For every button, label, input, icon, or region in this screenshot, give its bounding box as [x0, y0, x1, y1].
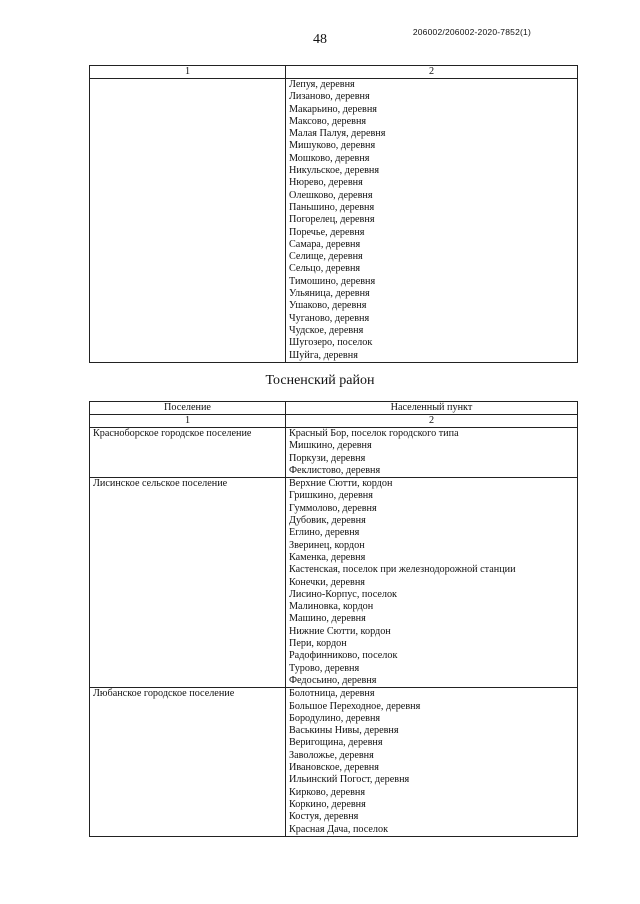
- locality-name: Макарьино, деревня: [289, 103, 377, 115]
- column-number-1: 1: [90, 66, 286, 79]
- locality-name: Лизаново, деревня: [289, 91, 370, 103]
- district-heading: Тосненский район: [265, 373, 375, 388]
- locality-name: Паньшино, деревня: [289, 201, 375, 213]
- table-row: [90, 79, 578, 363]
- locality-name: Машино, деревня: [289, 613, 366, 625]
- locality-name: Лепуя, деревня: [289, 79, 355, 90]
- locality-name: Нижние Сютти, кордон: [289, 625, 391, 637]
- locality-name: Поречье, деревня: [289, 226, 365, 238]
- column-number-1: 1: [90, 415, 286, 428]
- locality-name: Чуганово, деревня: [289, 312, 370, 324]
- locality-name: Самара, деревня: [289, 238, 361, 250]
- locality-name: Красный Бор, поселок городского типа: [289, 428, 459, 439]
- locality-name: Нюрево, деревня: [289, 177, 363, 189]
- locality-name: Тимошино, деревня: [289, 275, 376, 287]
- locality-name: Лисино-Корпус, поселок: [289, 588, 398, 600]
- locality-name: Поркузи, деревня: [289, 452, 366, 464]
- settlement-name: [90, 79, 286, 363]
- locality-name: Шуйга, деревня: [289, 349, 358, 361]
- column-number-2: 2: [286, 415, 578, 428]
- settlements-table-continued: [89, 65, 578, 363]
- locality-name: Феклистово, деревня: [289, 464, 381, 476]
- locality-name: Никульское, деревня: [289, 165, 380, 177]
- locality-name: Каменка, деревня: [289, 551, 366, 563]
- locality-name: Шугозеро, поселок: [289, 337, 373, 349]
- locality-name: Пери, кордон: [289, 638, 347, 650]
- locality-name: Мошково, деревня: [289, 152, 370, 164]
- locality-name: Ульяница, деревня: [289, 288, 370, 300]
- locality-name: Большое Переходное, деревня: [289, 700, 421, 712]
- locality-name: Олешково, деревня: [289, 189, 373, 201]
- locality-list: [286, 428, 578, 478]
- locality-name: Ивановское, деревня: [289, 762, 379, 774]
- locality-name: Конечки, деревня: [289, 576, 365, 588]
- locality-name: Мишкино, деревня: [289, 440, 372, 452]
- settlement-name: Красноборское городское поселение: [90, 428, 286, 478]
- locality-name: Васькины Нивы, деревня: [289, 725, 399, 737]
- locality-name: Ильинский Погост, деревня: [289, 774, 410, 786]
- document-id: 206002/206002-2020-7852(1): [412, 27, 531, 37]
- locality-name: Погорелец, деревня: [289, 214, 375, 226]
- locality-name: Бородулино, деревня: [289, 712, 381, 724]
- locality-name: Гуммолово, деревня: [289, 502, 377, 514]
- locality-name: Чудское, деревня: [289, 324, 364, 336]
- column-header-settlement: Поселение: [90, 402, 286, 415]
- locality-name: Селище, деревня: [289, 251, 363, 263]
- locality-name: Костуя, деревня: [289, 811, 359, 823]
- locality-name: Веригощина, деревня: [289, 737, 383, 749]
- table-row: [90, 688, 578, 837]
- locality-name: Кирково, деревня: [289, 786, 366, 798]
- locality-name: Дубовик, деревня: [289, 515, 366, 527]
- column-header-locality: Населенный пункт: [286, 402, 578, 415]
- page-number: 48: [313, 32, 327, 47]
- locality-name: Ушаково, деревня: [289, 300, 367, 312]
- locality-name: Гришкино, деревня: [289, 490, 373, 502]
- locality-list: [286, 478, 578, 688]
- column-number-2: 2: [286, 66, 578, 79]
- locality-name: Максово, деревня: [289, 115, 367, 127]
- locality-name: Зверинец, кордон: [289, 539, 365, 551]
- locality-name: Кастенская, поселок при железнодорожной станции: [289, 564, 516, 576]
- column-number-row: [90, 66, 578, 79]
- locality-name: Коркино, деревня: [289, 798, 366, 810]
- settlement-name: Лисинское сельское поселение: [90, 478, 286, 688]
- column-header-row: [90, 402, 578, 415]
- locality-name: Федосьино, деревня: [289, 674, 377, 686]
- locality-name: Мишуково, деревня: [289, 140, 376, 152]
- locality-name: Красная Дача, поселок: [289, 823, 389, 835]
- locality-name: Малая Палуя, деревня: [289, 128, 386, 140]
- table-row: [90, 478, 578, 688]
- locality-name: Еглино, деревня: [289, 527, 360, 539]
- table-row: [90, 428, 578, 478]
- locality-name: Болотница, деревня: [289, 688, 375, 700]
- locality-name: Радофинниково, поселок: [289, 650, 398, 662]
- locality-name: Турово, деревня: [289, 662, 360, 674]
- locality-name: Верхние Сютти, кордон: [289, 478, 393, 490]
- column-number-row: [90, 415, 578, 428]
- locality-list: [286, 79, 578, 363]
- locality-name: Заволожье, деревня: [289, 749, 374, 761]
- locality-name: Малиновка, кордон: [289, 601, 374, 613]
- settlement-name: Любанское городское поселение: [90, 688, 286, 837]
- locality-list: [286, 688, 578, 837]
- tosno-district-table: [89, 401, 578, 837]
- locality-name: Сельцо, деревня: [289, 263, 361, 275]
